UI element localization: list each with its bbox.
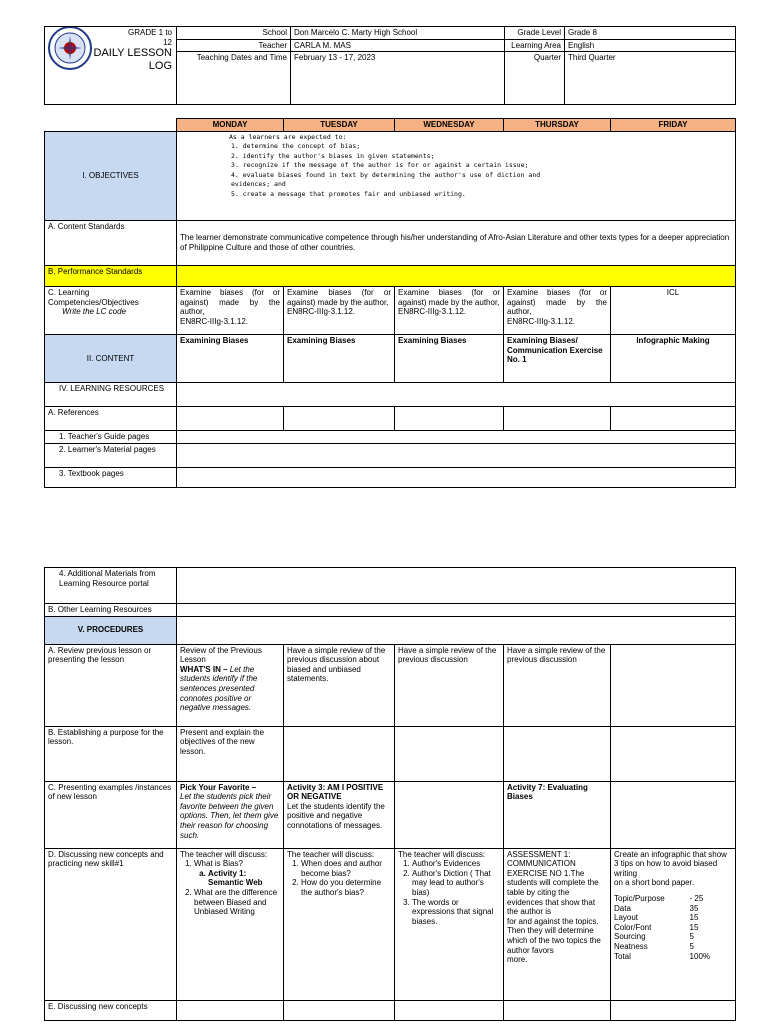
other-resources-label: B. Other Learning Resources	[45, 604, 177, 617]
content-thursday: Examining Biases/ Communication Exercise No. 1	[504, 335, 611, 383]
objective-4: 4. evaluate biases found in text by determining the author's use of diction and	[231, 170, 541, 179]
competencies-title: C. Learning Competencies/Objectives	[48, 288, 139, 307]
content-monday: Examining Biases	[177, 335, 284, 383]
lesson-table-page-2	[44, 567, 736, 1021]
proc-b-monday: Present and explain the objectives of the new lesson.	[177, 726, 284, 781]
grade-label: GRADE 1 to	[127, 28, 172, 37]
proc-d-monday: The teacher will discuss: 1. What is Bias? a. Activity 1: Semantic Web 2. What are the difference between Biased and Unbiased Writing	[177, 848, 284, 1000]
learning-area-label: Learning Area	[505, 39, 565, 52]
objective-1: 1. determine the concept of bias;	[231, 142, 361, 151]
dll-title-1: DAILY LESSON	[93, 47, 172, 60]
dates-value: February 13 - 17, 2023	[291, 52, 505, 105]
objectives-list	[177, 132, 736, 221]
day-friday: FRIDAY	[611, 119, 736, 132]
learning-area-value: English	[565, 39, 736, 52]
objective-3: 3. recognize if the message of the author is for or against a certain issue;	[231, 161, 529, 170]
objectives-label: I. OBJECTIVES	[45, 132, 177, 221]
objective-5: 5. create a message that promotes fair and unbiased writing.	[231, 189, 466, 198]
day-tuesday: TUESDAY	[284, 119, 395, 132]
quarter-label: Quarter	[505, 52, 565, 105]
grade-level-value: Grade 8	[565, 27, 736, 40]
proc-c-monday: Pick Your Favorite – Let the students pick their favorite between the given options. Then, let them give their reason for choosing such.	[177, 781, 284, 848]
grade-level-label: Grade Level	[505, 27, 565, 40]
content-standards-text: The learner demonstrate communicative competence through his/her understanding of Afro-Asian Literature and other texts types for a deeper appreciation of Philippine Culture and those of other countries.	[177, 221, 736, 266]
objective-4b: evidences; and	[231, 180, 286, 189]
content-standards-label: A. Content Standards	[45, 221, 177, 266]
day-wednesday: WEDNESDAY	[395, 119, 504, 132]
proc-a-monday: Review of the Previous Lesson WHAT'S IN – Let the students identify if the sentences presented connotes positive or negative messages.	[177, 644, 284, 726]
competency-wednesday: Examine biases (for or against) made by the author, EN8RC-IIIg-3.1.12.	[395, 287, 504, 335]
grade-label-2: 12	[163, 37, 172, 47]
competency-thursday: Examine biases (for or against) made by the author, EN8RC-IIIg-3.1.12.	[504, 287, 611, 335]
content-wednesday: Examining Biases	[395, 335, 504, 383]
proc-c-label: C. Presenting examples /instances of new lesson	[45, 781, 177, 848]
proc-a-wednesday: Have a simple review of the previous discussion	[395, 644, 504, 726]
references-label: A. References	[45, 407, 177, 431]
lc-code-note: Write the LC code	[62, 307, 127, 317]
content-friday: Infographic Making	[611, 335, 736, 383]
proc-a-label: A. Review previous lesson or presenting the lesson	[45, 644, 177, 726]
objective-2: 2. identify the author's biases in given statements;	[231, 151, 435, 160]
performance-standards-value	[177, 266, 736, 287]
procedures-label: V. PROCEDURES	[45, 616, 177, 644]
proc-b-label: B. Establishing a purpose for the lesson.	[45, 726, 177, 781]
teacher-value: CARLA M. MAS	[291, 39, 505, 52]
content-label: II. CONTENT	[45, 335, 177, 383]
lesson-table-page-1	[44, 118, 736, 488]
school-value: Don Marcelo C. Marty High School	[291, 27, 505, 40]
competency-monday: Examine biases (for or against) made by the author, EN8RC-IIIg-3.1.12.	[177, 287, 284, 335]
dates-label: Teaching Dates and Time	[177, 52, 291, 105]
school-label: School	[177, 27, 291, 40]
dll-title-2: LOG	[148, 60, 172, 73]
proc-a-tuesday: Have a simple review of the previous discussion about biased and unbiased statements.	[284, 644, 395, 726]
teachers-guide-label: 1. Teacher's Guide pages	[45, 431, 177, 444]
proc-c-thursday: Activity 7: Evaluating Biases	[504, 781, 611, 848]
proc-c-tuesday: Activity 3: AM I POSITIVE OR NEGATIVE Let the students identify the positive and negative connotations of messages.	[284, 781, 395, 848]
learning-resources-label: IV. LEARNING RESOURCES	[45, 383, 177, 407]
proc-d-tuesday: The teacher will discuss: 1. When does and author become bias? 2. How do you determine the author's bias?	[284, 848, 395, 1000]
competencies-label	[45, 287, 177, 335]
teacher-label: Teacher	[177, 39, 291, 52]
header-table	[44, 26, 736, 105]
performance-standards-label: B. Performance Standards	[45, 266, 177, 287]
objectives-intro: As a learners are expected to:	[229, 133, 347, 141]
rubric-table: Topic/Purpose - 25 Data 35 Layout 15 Color/Font 15 Sourcing 5 Neatness 5 Total 100%	[614, 893, 711, 961]
content-tuesday: Examining Biases	[284, 335, 395, 383]
additional-materials-label: 4. Additional Materials from Learning Resource portal	[45, 568, 177, 604]
competency-tuesday: Examine biases (for or against) made by the author, EN8RC-IIIg-3.1.12.	[284, 287, 395, 335]
competency-friday: ICL	[611, 287, 736, 335]
proc-d-label: D. Discussing new concepts and practicing new skill#1	[45, 848, 177, 1000]
proc-a-thursday: Have a simple review of the previous discussion	[504, 644, 611, 726]
day-thursday: THURSDAY	[504, 119, 611, 132]
textbook-pages-label: 3. Textbook pages	[45, 468, 177, 488]
proc-d-thursday: ASSESSMENT 1: COMMUNICATION EXERCISE NO 1.The students will complete the table by citing the evidences that show that the author is for and against the topics. Then they will determine which of the two topics the author favors more.	[504, 848, 611, 1000]
quarter-value: Third Quarter	[565, 52, 736, 105]
proc-d-wednesday: The teacher will discuss: 1. Author's Evidences 2. Author's Diction ( That may lead to author's bias) 3. The words or expressions that signal biases.	[395, 848, 504, 1000]
day-monday: MONDAY	[177, 119, 284, 132]
proc-e-label: E. Discussing new concepts	[45, 1000, 177, 1020]
learners-material-label: 2. Learner's Material pages	[45, 444, 177, 468]
proc-d-friday: Create an infographic that show 3 tips on how to avoid biased writing on a short bond paper. Topic/Purpose - 25 Data 35 Layout 15 Color/Font 15 Sourcing 5 Neatness 5 Total 100%	[611, 848, 736, 1000]
